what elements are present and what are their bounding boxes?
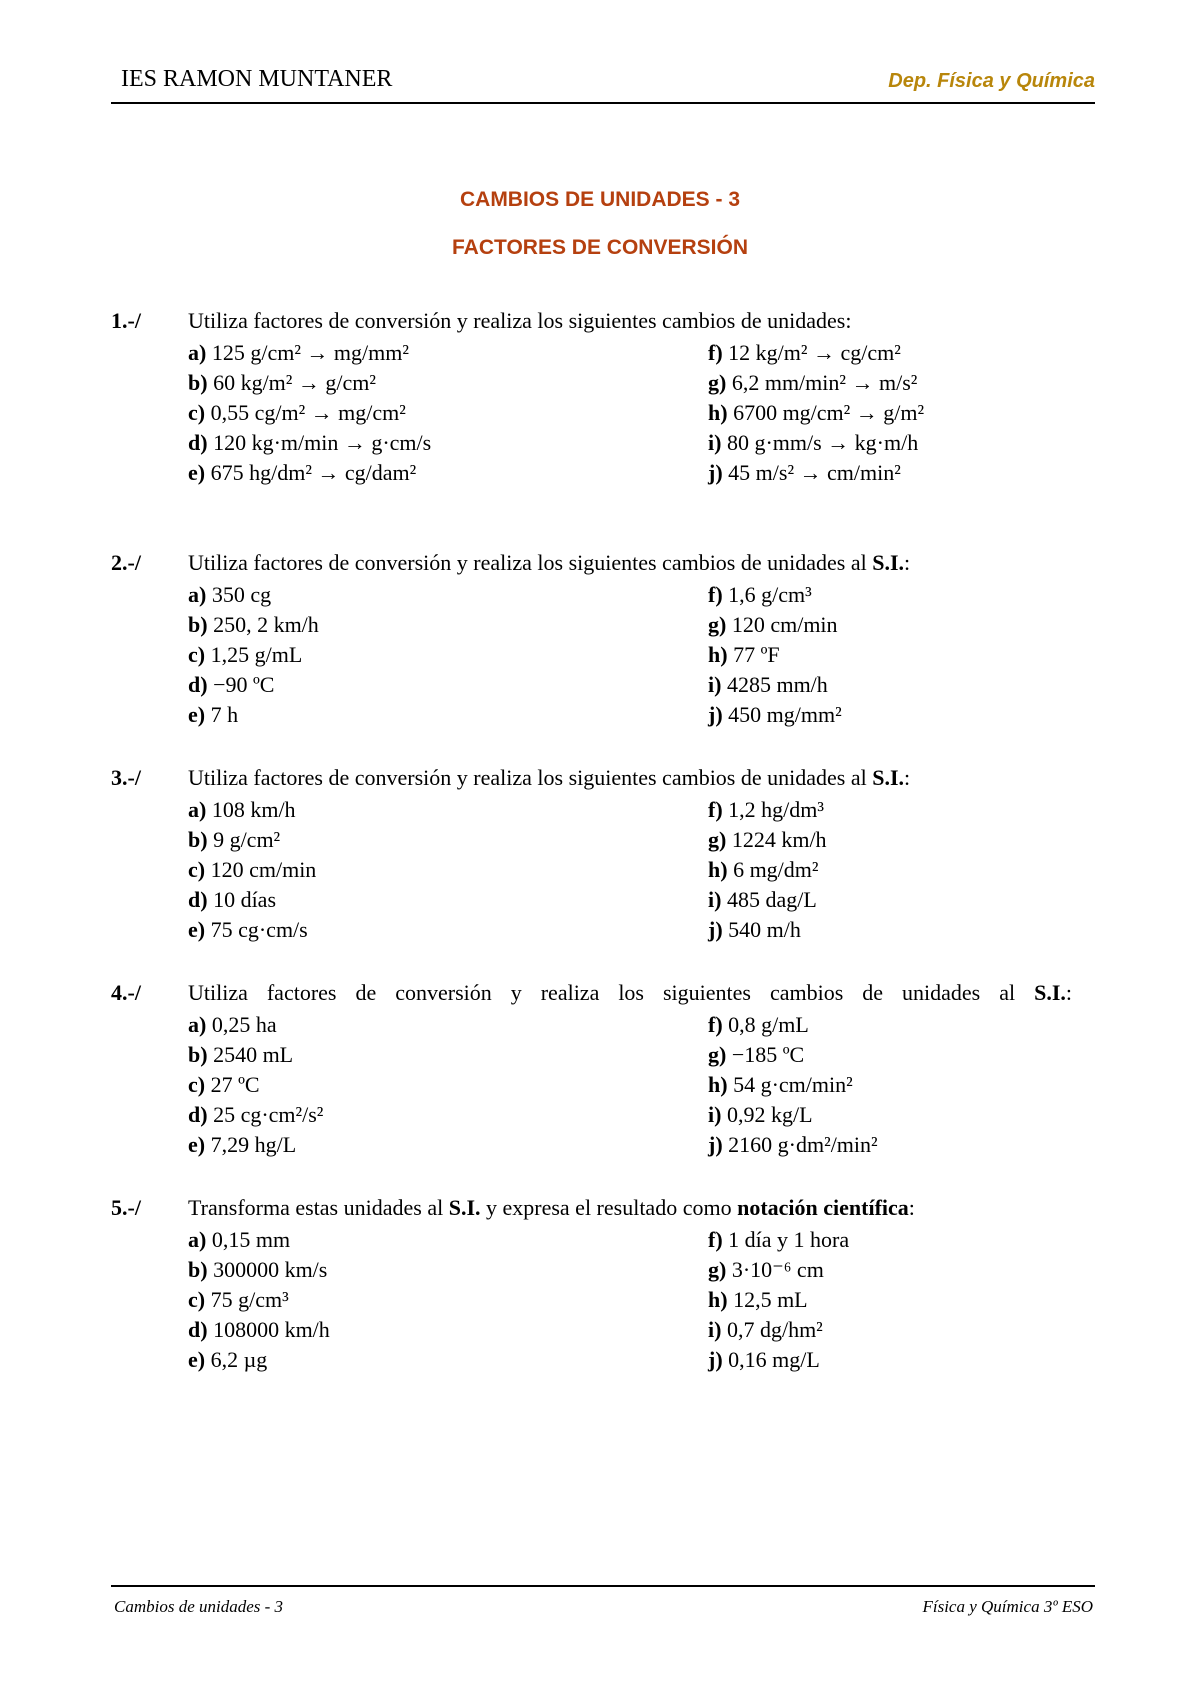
list-item: d) 120 kg·m/min → g·cm/s (188, 430, 432, 455)
list-item: b) 2540 mL (188, 1042, 294, 1067)
list-item: j) 540 m/h (708, 917, 801, 942)
question-5 (111, 1195, 1071, 1375)
question-text: Utiliza factores de conversión y realiza los siguientes cambios de unidades al S.I.: (188, 550, 911, 575)
list-item: e) 7 h (188, 702, 239, 727)
question-items (111, 1225, 1071, 1375)
question-4 (111, 980, 1071, 1160)
question-3 (111, 765, 1071, 945)
list-item: e) 75 cg·cm/s (188, 917, 308, 942)
list-item: c) 0,55 cg/m² → mg/cm² (188, 400, 406, 425)
list-item: i) 485 dag/L (708, 887, 817, 912)
question-number: 4.-/ (111, 980, 141, 1005)
list-item: e) 675 hg/dm² → cg/dam² (188, 460, 417, 485)
question-items (111, 338, 1071, 488)
list-item: f) 1 día y 1 hora (708, 1227, 850, 1252)
question-2 (111, 550, 1071, 730)
list-item: a) 108 km/h (188, 797, 296, 822)
list-item: i) 80 g·mm/s → kg·m/h (708, 430, 919, 455)
list-item: e) 6,2 µg (188, 1347, 268, 1372)
list-item: e) 7,29 hg/L (188, 1132, 297, 1157)
list-item: a) 350 cg (188, 582, 272, 607)
list-item: g) −185 ºC (708, 1042, 805, 1067)
list-item: i) 4285 mm/h (708, 672, 828, 697)
list-item: b) 300000 km/s (188, 1257, 328, 1282)
question-items (111, 1010, 1071, 1160)
list-item: f) 12 kg/m² → cg/cm² (708, 340, 901, 365)
list-item: h) 12,5 mL (708, 1287, 808, 1312)
list-item: d) 25 cg·cm²/s² (188, 1102, 324, 1127)
question-number: 3.-/ (111, 765, 141, 790)
page-subtitle: FACTORES DE CONVERSIÓN (452, 236, 748, 259)
department-name: Dep. Física y Química (888, 70, 1095, 92)
list-item: a) 125 g/cm² → mg/mm² (188, 340, 409, 365)
list-item: b) 9 g/cm² (188, 827, 281, 852)
list-item: g) 3·10⁻⁶ cm (708, 1257, 824, 1282)
list-item: d) 10 días (188, 887, 277, 912)
list-item: j) 2160 g·dm²/min² (708, 1132, 878, 1157)
question-1 (111, 308, 1071, 488)
footer-left: Cambios de unidades - 3 (114, 1597, 284, 1616)
list-item: f) 1,2 hg/dm³ (708, 797, 824, 822)
list-item: a) 0,25 ha (188, 1012, 277, 1037)
list-item: g) 1224 km/h (708, 827, 827, 852)
question-text: Utiliza factores de conversión y realiza los siguientes cambios de unidades: (188, 308, 852, 333)
footer-right: Física y Química 3º ESO (922, 1597, 1093, 1616)
list-item: h) 6 mg/dm² (708, 857, 819, 882)
list-item: a) 0,15 mm (188, 1227, 291, 1252)
list-item: c) 27 ºC (188, 1072, 260, 1097)
question-text: Utiliza factores de conversión y realiza los siguientes cambios de unidades al S.I.: (188, 980, 1073, 1005)
list-item: h) 77 ºF (708, 642, 780, 667)
list-item: d) 108000 km/h (188, 1317, 330, 1342)
page-footer (111, 1585, 1095, 1616)
question-text: Utiliza factores de conversión y realiza los siguientes cambios de unidades al S.I.: (188, 765, 911, 790)
list-item: h) 54 g·cm/min² (708, 1072, 853, 1097)
list-item: j) 45 m/s² → cm/min² (708, 460, 901, 485)
question-items (111, 580, 1071, 730)
question-text: Transforma estas unidades al S.I. y expresa el resultado como notación científica: (188, 1195, 915, 1220)
list-item: c) 75 g/cm³ (188, 1287, 289, 1312)
list-item: h) 6700 mg/cm² → g/m² (708, 400, 925, 425)
list-item: i) 0,92 kg/L (708, 1102, 813, 1127)
school-name: IES RAMON MUNTANER (121, 66, 393, 92)
question-items (111, 795, 1071, 945)
list-item: g) 120 cm/min (708, 612, 838, 637)
question-number: 5.-/ (111, 1195, 141, 1220)
list-item: b) 250, 2 km/h (188, 612, 319, 637)
question-number: 1.-/ (111, 308, 141, 333)
list-item: c) 1,25 g/mL (188, 642, 303, 667)
question-number: 2.-/ (111, 550, 141, 575)
list-item: b) 60 kg/m² → g/cm² (188, 370, 376, 395)
page-header (111, 62, 1095, 104)
list-item: i) 0,7 dg/hm² (708, 1317, 823, 1342)
list-item: c) 120 cm/min (188, 857, 317, 882)
list-item: f) 0,8 g/mL (708, 1012, 809, 1037)
list-item: d) −90 ºC (188, 672, 275, 697)
list-item: j) 450 mg/mm² (708, 702, 842, 727)
list-item: j) 0,16 mg/L (708, 1347, 820, 1372)
page-title: CAMBIOS DE UNIDADES - 3 (459, 188, 741, 211)
list-item: g) 6,2 mm/min² → m/s² (708, 370, 918, 395)
list-item: f) 1,6 g/cm³ (708, 582, 812, 607)
